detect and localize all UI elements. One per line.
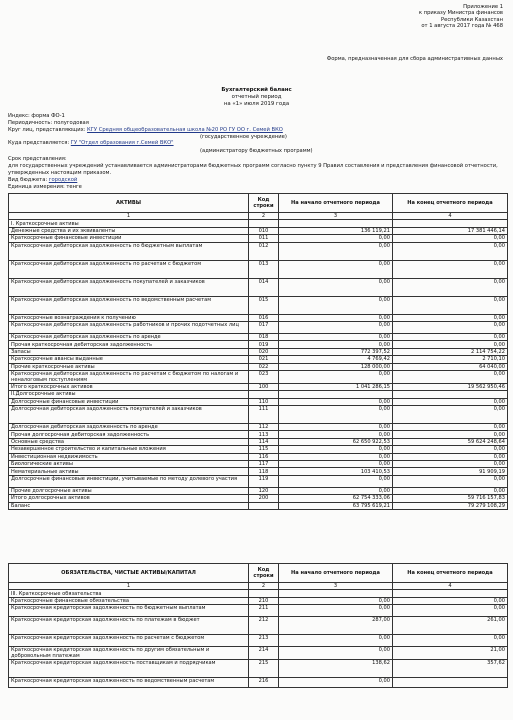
row-end-value: 2 114 754,22 bbox=[393, 348, 508, 355]
row-code: 115 bbox=[249, 446, 279, 453]
table-row bbox=[9, 438, 508, 445]
row-start-value: 287,00 bbox=[279, 617, 393, 635]
row-code: 012 bbox=[249, 242, 279, 260]
assets-colnum-2: 2 bbox=[249, 213, 279, 220]
row-code bbox=[249, 220, 279, 227]
row-end-value: 0,00 bbox=[393, 431, 508, 438]
assets-header-code: Код строки bbox=[249, 194, 279, 213]
row-start-value: 0,00 bbox=[279, 296, 393, 314]
row-start-value: 0,00 bbox=[279, 242, 393, 260]
table-row bbox=[9, 502, 508, 509]
row-end-value: 0,00 bbox=[393, 446, 508, 453]
row-end-value: 91 909,19 bbox=[393, 468, 508, 475]
row-end-value: 0,00 bbox=[393, 235, 508, 242]
table-row bbox=[9, 348, 508, 355]
table-row bbox=[9, 468, 508, 475]
row-code: 015 bbox=[249, 296, 279, 314]
table-row bbox=[9, 617, 508, 635]
liab-header-name: ОБЯЗАТЕЛЬСТВА, ЧИСТЫЕ АКТИВЫ/КАПИТАЛ bbox=[9, 564, 249, 583]
row-name: Долгосрочные финансовые инвестиции, учитываемые по методу долевого участия bbox=[9, 475, 249, 487]
row-start-value bbox=[279, 590, 393, 597]
meta-circle bbox=[8, 127, 283, 134]
row-name: Краткосрочная кредиторская задолженность по расчетам с бюджетом bbox=[9, 635, 249, 647]
row-name: Запасы bbox=[9, 348, 249, 355]
row-start-value: 0,00 bbox=[279, 431, 393, 438]
assets-header-end: На конец отчетного периода bbox=[393, 194, 508, 213]
row-end-value: 0,00 bbox=[393, 453, 508, 460]
row-end-value: 21,00 bbox=[393, 647, 508, 660]
table-row bbox=[9, 453, 508, 460]
row-start-value: 0,00 bbox=[279, 605, 393, 617]
assets-colnum-4: 4 bbox=[393, 213, 508, 220]
row-name: Краткосрочные финансовые инвестиции bbox=[9, 235, 249, 242]
row-name: II.Долгосрочные активы bbox=[9, 391, 249, 398]
row-start-value bbox=[279, 391, 393, 398]
row-code: 118 bbox=[249, 468, 279, 475]
approval-line-4: от 1 августа 2017 года № 468 bbox=[421, 23, 503, 30]
liab-header-code: Код строки bbox=[249, 564, 279, 583]
row-name: Долгосрочные финансовые инвестиции bbox=[9, 398, 249, 405]
row-code: 018 bbox=[249, 333, 279, 340]
row-end-value: 357,62 bbox=[393, 660, 508, 678]
approval-note bbox=[419, 4, 503, 30]
row-name: Краткосрочная кредиторская задолженность по платежам в бюджет bbox=[9, 617, 249, 635]
row-start-value: 0,00 bbox=[279, 453, 393, 460]
row-code: 214 bbox=[249, 647, 279, 660]
table-row bbox=[9, 278, 508, 296]
row-name: Краткосрочная дебиторская задолженность работников и прочих подотчетных лиц bbox=[9, 321, 249, 333]
assets-body bbox=[9, 220, 508, 510]
row-code bbox=[249, 391, 279, 398]
row-start-value: 0,00 bbox=[279, 406, 393, 424]
row-start-value: 0,00 bbox=[279, 370, 393, 383]
row-end-value: 0,00 bbox=[393, 260, 508, 278]
row-name: Нематериальные активы bbox=[9, 468, 249, 475]
row-start-value: 0,00 bbox=[279, 647, 393, 660]
row-code: 022 bbox=[249, 363, 279, 370]
row-code: 111 bbox=[249, 406, 279, 424]
row-name: Баланс bbox=[9, 502, 249, 509]
row-name: Прочие краткосрочные активы bbox=[9, 363, 249, 370]
table-row bbox=[9, 333, 508, 340]
row-name: Прочие долгосрочные активы bbox=[9, 487, 249, 494]
assets-colnum-1: 1 bbox=[9, 213, 249, 220]
row-start-value: 0,00 bbox=[279, 398, 393, 405]
table-row bbox=[9, 321, 508, 333]
row-code: 014 bbox=[249, 278, 279, 296]
table-row bbox=[9, 590, 508, 597]
row-code: 023 bbox=[249, 370, 279, 383]
deadline-label: Срок представления: bbox=[8, 156, 67, 162]
table-row bbox=[9, 391, 508, 398]
row-name: Инвестиционная недвижимость bbox=[9, 453, 249, 460]
meta-where bbox=[8, 140, 174, 147]
table-row bbox=[9, 227, 508, 234]
liab-body bbox=[9, 590, 508, 688]
row-name: Краткосрочные вознаграждения к получению bbox=[9, 314, 249, 321]
row-start-value: 0,00 bbox=[279, 278, 393, 296]
row-name: Краткосрочная дебиторская задолженность по аренде bbox=[9, 333, 249, 340]
row-code: 116 bbox=[249, 453, 279, 460]
meta-periodicity: Периодичность: полугодовая bbox=[8, 120, 89, 126]
row-name: Краткосрочная дебиторская задолженность по расчетам с бюджетом по налогам и неналоговым поступлениям bbox=[9, 370, 249, 383]
row-code: 113 bbox=[249, 431, 279, 438]
row-start-value: 772 397,52 bbox=[279, 348, 393, 355]
row-end-value: 0,00 bbox=[393, 398, 508, 405]
table-row bbox=[9, 635, 508, 647]
table-row bbox=[9, 495, 508, 502]
row-start-value: 0,00 bbox=[279, 635, 393, 647]
table-row bbox=[9, 341, 508, 348]
row-name: Незавершенное строительство и капитальные вложения bbox=[9, 446, 249, 453]
row-end-value: 79 279 108,29 bbox=[393, 502, 508, 509]
row-start-value: 0,00 bbox=[279, 321, 393, 333]
row-code: 215 bbox=[249, 660, 279, 678]
row-name: Биологические активы bbox=[9, 461, 249, 468]
row-end-value bbox=[393, 391, 508, 398]
row-start-value: 128 000,00 bbox=[279, 363, 393, 370]
budget-value: городской bbox=[48, 177, 78, 183]
row-name: Краткосрочная кредиторская задолженность по другим обязательным и добровольным платежам bbox=[9, 647, 249, 660]
row-start-value: 1 041 286,15 bbox=[279, 383, 393, 390]
circle-label: Круг лиц, представляющих: bbox=[8, 127, 86, 133]
table-row bbox=[9, 260, 508, 278]
row-end-value bbox=[393, 590, 508, 597]
table-row bbox=[9, 370, 508, 383]
row-end-value: 59 624 248,64 bbox=[393, 438, 508, 445]
row-code: 213 bbox=[249, 635, 279, 647]
row-start-value: 0,00 bbox=[279, 446, 393, 453]
row-start-value bbox=[279, 220, 393, 227]
row-code: 016 bbox=[249, 314, 279, 321]
table-row bbox=[9, 314, 508, 321]
row-code: 010 bbox=[249, 227, 279, 234]
table-row bbox=[9, 406, 508, 424]
table-row bbox=[9, 475, 508, 487]
row-name: Краткосрочная дебиторская задолженность по расчетам с бюджетом bbox=[9, 260, 249, 278]
row-code bbox=[249, 502, 279, 509]
row-code: 021 bbox=[249, 356, 279, 363]
row-end-value: 0,00 bbox=[393, 341, 508, 348]
row-end-value: 0,00 bbox=[393, 597, 508, 604]
circle-value: КГУ Средняя общеобразовательная школа №20 РО ГУ ОО г. Семей ВКО bbox=[87, 127, 283, 133]
meta-unit: Единица измерения: тенге bbox=[8, 184, 82, 190]
row-end-value: 0,00 bbox=[393, 487, 508, 494]
row-end-value bbox=[393, 678, 508, 688]
row-end-value: 64 040,00 bbox=[393, 363, 508, 370]
table-row bbox=[9, 424, 508, 431]
table-row bbox=[9, 383, 508, 390]
row-end-value: 0,00 bbox=[393, 296, 508, 314]
liab-colnum-4: 4 bbox=[393, 583, 508, 590]
assets-header-row bbox=[9, 194, 508, 213]
row-code: 020 bbox=[249, 348, 279, 355]
liab-header-end: На конец отчетного периода bbox=[393, 564, 508, 583]
row-start-value: 0,00 bbox=[279, 487, 393, 494]
row-start-value: 0,00 bbox=[279, 461, 393, 468]
row-end-value: 17 381 446,14 bbox=[393, 227, 508, 234]
row-name: Краткосрочная дебиторская задолженность покупателей и заказчиков bbox=[9, 278, 249, 296]
row-code: 210 bbox=[249, 597, 279, 604]
row-start-value: 0,00 bbox=[279, 260, 393, 278]
table-row bbox=[9, 461, 508, 468]
row-name: Краткосрочная дебиторская задолженность по бюджетным выплатам bbox=[9, 242, 249, 260]
table-row bbox=[9, 487, 508, 494]
liabilities-table bbox=[8, 563, 508, 688]
row-end-value: 0,00 bbox=[393, 424, 508, 431]
row-start-value: 0,00 bbox=[279, 424, 393, 431]
approval-line-2: к приказу Министра финансов bbox=[418, 10, 503, 17]
assets-colnum-3: 3 bbox=[279, 213, 393, 220]
table-row bbox=[9, 678, 508, 688]
table-row bbox=[9, 431, 508, 438]
row-name: Прочая долгосрочная дебиторская задолженность bbox=[9, 431, 249, 438]
row-end-value: 0,00 bbox=[393, 475, 508, 487]
title-line-1: Бухгалтерский баланс bbox=[221, 87, 292, 93]
approval-line-1: Приложение 1 bbox=[463, 4, 503, 10]
row-end-value: 19 562 950,46 bbox=[393, 383, 508, 390]
table-row bbox=[9, 235, 508, 242]
row-start-value: 0,00 bbox=[279, 333, 393, 340]
where-value: ГУ "Отдел образования г.Семей ВКО" bbox=[70, 140, 174, 146]
row-end-value: 0,00 bbox=[393, 605, 508, 617]
row-start-value: 103 410,53 bbox=[279, 468, 393, 475]
row-code: 112 bbox=[249, 424, 279, 431]
row-code: 119 bbox=[249, 475, 279, 487]
table-row bbox=[9, 296, 508, 314]
assets-colnum-row bbox=[9, 213, 508, 220]
row-end-value: 0,00 bbox=[393, 461, 508, 468]
row-code: 017 bbox=[249, 321, 279, 333]
meta-budget bbox=[8, 177, 77, 184]
row-end-value bbox=[393, 220, 508, 227]
where-label: Куда представляется: bbox=[8, 140, 70, 146]
row-start-value: 62 650 922,53 bbox=[279, 438, 393, 445]
row-end-value: 0,00 bbox=[393, 314, 508, 321]
row-name: Итого краткосрочных активов bbox=[9, 383, 249, 390]
row-name: III. Краткосрочные обязательства bbox=[9, 590, 249, 597]
title-line-3: на «1» июля 2019 года bbox=[223, 100, 290, 107]
row-name: Долгосрочная дебиторская задолженность покупателей и заказчиков bbox=[9, 406, 249, 424]
row-name: Краткосрочная кредиторская задолженность по ведомственным расчетам bbox=[9, 678, 249, 688]
liab-colnum-1: 1 bbox=[9, 583, 249, 590]
liab-colnum-3: 3 bbox=[279, 583, 393, 590]
row-end-value: 0,00 bbox=[393, 370, 508, 383]
row-name: Краткосрочная кредиторская задолженность поставщикам и подрядчикам bbox=[9, 660, 249, 678]
row-code: 216 bbox=[249, 678, 279, 688]
document-title bbox=[0, 87, 513, 107]
row-start-value: 0,00 bbox=[279, 314, 393, 321]
assets-table bbox=[8, 193, 508, 510]
row-end-value: 2 710,10 bbox=[393, 356, 508, 363]
table-row bbox=[9, 356, 508, 363]
row-name: Долгосрочная дебиторская задолженность по аренде bbox=[9, 424, 249, 431]
approval-line-3: Республики Казахстан bbox=[441, 16, 503, 23]
row-name: Краткосрочные авансы выданные bbox=[9, 356, 249, 363]
table-row bbox=[9, 363, 508, 370]
liab-colnum-2: 2 bbox=[249, 583, 279, 590]
row-name: Краткосрочные финансовые обязательства bbox=[9, 597, 249, 604]
table-row bbox=[9, 242, 508, 260]
row-code: 013 bbox=[249, 260, 279, 278]
row-name: Денежные средства и их эквиваленты bbox=[9, 227, 249, 234]
where-note: (администратору бюджетных программ) bbox=[200, 148, 313, 154]
row-code: 120 bbox=[249, 487, 279, 494]
row-start-value: 4 769,42 bbox=[279, 356, 393, 363]
row-end-value: 0,00 bbox=[393, 333, 508, 340]
table-row bbox=[9, 660, 508, 678]
table-row bbox=[9, 597, 508, 604]
row-name: Краткосрочная кредиторская задолженность по бюджетным выплатам bbox=[9, 605, 249, 617]
row-code: 211 bbox=[249, 605, 279, 617]
row-code: 019 bbox=[249, 341, 279, 348]
row-start-value: 0,00 bbox=[279, 235, 393, 242]
row-code: 110 bbox=[249, 398, 279, 405]
row-code: 117 bbox=[249, 461, 279, 468]
row-end-value: 0,00 bbox=[393, 635, 508, 647]
title-line-2: отчетный период bbox=[231, 93, 282, 100]
table-row bbox=[9, 647, 508, 660]
meta-index: Индекс: форма ФО-1 bbox=[8, 113, 65, 119]
table-row bbox=[9, 446, 508, 453]
row-start-value: 0,00 bbox=[279, 341, 393, 348]
row-end-value: 0,00 bbox=[393, 406, 508, 424]
row-name: Основные средства bbox=[9, 438, 249, 445]
row-name: Прочая краткосрочная дебиторская задолженность bbox=[9, 341, 249, 348]
circle-note: (государственное учреждение) bbox=[200, 134, 287, 140]
liab-header-row bbox=[9, 564, 508, 583]
row-code: 100 bbox=[249, 383, 279, 390]
assets-header-name: АКТИВЫ bbox=[9, 194, 249, 213]
table-row bbox=[9, 220, 508, 227]
row-code: 212 bbox=[249, 617, 279, 635]
row-code: 011 bbox=[249, 235, 279, 242]
row-start-value: 62 754 333,06 bbox=[279, 495, 393, 502]
row-end-value: 261,00 bbox=[393, 617, 508, 635]
row-end-value: 0,00 bbox=[393, 242, 508, 260]
row-code: 114 bbox=[249, 438, 279, 445]
row-code bbox=[249, 590, 279, 597]
row-start-value: 0,00 bbox=[279, 475, 393, 487]
table-row bbox=[9, 605, 508, 617]
row-start-value: 0,00 bbox=[279, 678, 393, 688]
row-start-value: 138,62 bbox=[279, 660, 393, 678]
assets-header-start: На начало отчетного периода bbox=[279, 194, 393, 213]
budget-label: Вид бюджета: bbox=[8, 177, 48, 183]
row-start-value: 63 795 619,21 bbox=[279, 502, 393, 509]
row-start-value: 136 119,21 bbox=[279, 227, 393, 234]
row-name: I. Краткосрочные активы bbox=[9, 220, 249, 227]
table-row bbox=[9, 398, 508, 405]
row-end-value: 0,00 bbox=[393, 321, 508, 333]
row-end-value: 59 716 157,83 bbox=[393, 495, 508, 502]
row-name: Итого долгосрочных активов bbox=[9, 495, 249, 502]
form-note: Форма, предназначенная для сбора административных данных bbox=[326, 56, 503, 62]
row-end-value: 0,00 bbox=[393, 278, 508, 296]
liab-header-start: На начало отчетного периода bbox=[279, 564, 393, 583]
row-name: Краткосрочная дебиторская задолженность по ведомственным расчетам bbox=[9, 296, 249, 314]
liab-colnum-row bbox=[9, 583, 508, 590]
row-start-value: 0,00 bbox=[279, 597, 393, 604]
row-code: 200 bbox=[249, 495, 279, 502]
deadline-text: для государственных учреждений устанавливается администраторами бюджетных программ согласно пункту 9 Правил составления и представления финансовой отчетности, утвержденных настоящим приказом. bbox=[8, 163, 498, 176]
